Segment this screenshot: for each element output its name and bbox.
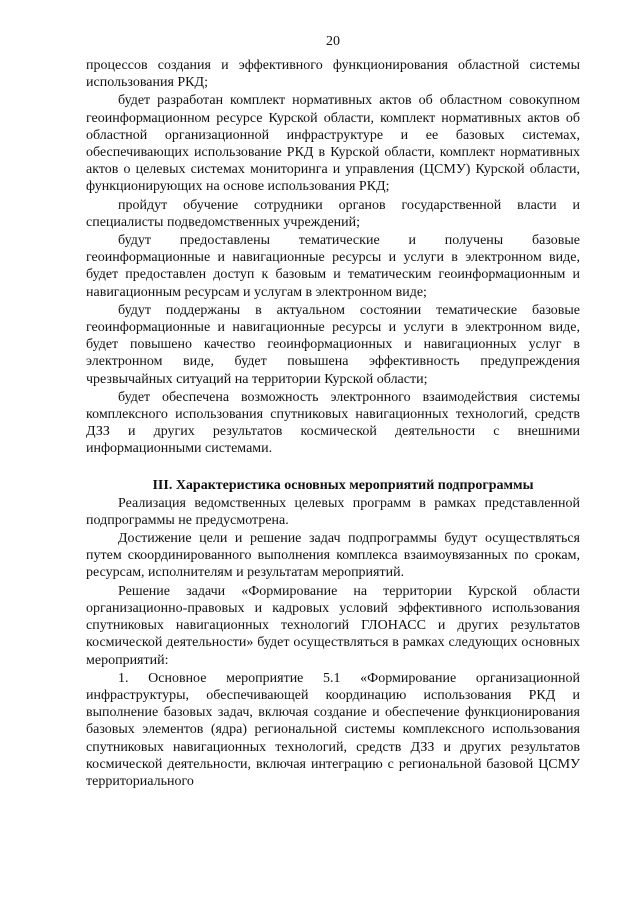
paragraph-goal-achievement: Достижение цели и решение задач подпрограммы будут осуществляться путем скоординированного выполнения комплекса взаимоувязанных по срокам, ресурсам, исполнителям и результатам мероприятий. bbox=[86, 531, 580, 581]
paragraph-departmental-programs: Реализация ведомственных целевых программ в рамках представленной подпрограммы не предусмотрена. bbox=[86, 495, 580, 528]
paragraph-training: пройдут обучение сотрудники органов государственной власти и специалисты подведомственных учреждений; bbox=[86, 197, 580, 230]
paragraph-electronic-interaction: будет обеспечена возможность электронного взаимодействия системы комплексного использования спутниковых навигационных технологий, средств ДЗЗ и других результатов космической деятельности с внешними информационными системами. bbox=[86, 389, 580, 457]
page-number: 20 bbox=[326, 34, 340, 49]
paragraph-resources-maintained: будут поддержаны в актуальном состоянии тематические базовые геоинформационные и навигационные ресурсы и услуги в электронном виде, будет повышено качество геоинформационных и навигационных услуг в электронном виде, будет повышена эффективность предупреждения чрезвычайных ситуаций на территории Курской области; bbox=[86, 302, 580, 387]
section-spacer bbox=[86, 459, 580, 463]
paragraph-normative-acts: будет разработан комплект нормативных актов об областном совокупном геоинформационном ресурсе Курской области, комплект нормативных актов об областной организационной инфраструктуре и ее базовых системах, обеспечивающих использование РКД в Курской области, комплект нормативных актов о целевых системах мониторинга и управления (ЦСМУ) Курской области, функционирующих на основе использования РКД; bbox=[86, 93, 580, 195]
section-heading: III. Характеристика основных мероприятий подпрограммы bbox=[152, 477, 534, 493]
paragraph-task-solution: Решение задачи «Формирование на территории Курской области организационно-правовых и кадровых условий эффективного использования спутниковых навигационных технологий ГЛОНАСС и других результатов космической деятельности» будет осуществляться в рамках следующих основных мероприятий: bbox=[86, 583, 580, 668]
paragraph-main-measure-5-1: 1. Основное мероприятие 5.1 «Формирование организационной инфраструктуры, обеспечивающей координацию использования РКД и выполнение базовых задач, включая создание и обеспечение функционирования базовых элементов (ядра) региональной системы комплексного использования спутниковых навигационных технологий, средств ДЗЗ и других результатов космической деятельности, включая интеграцию с региональной базовой ЦСМУ территориального bbox=[86, 670, 580, 789]
paragraph-resources-provided: будут предоставлены тематические и получены базовые геоинформационные и навигационные ресурсы и услуги в электронном виде, будет предоставлен доступ к базовым и тематическим геоинформационным и навигационным ресурсам и услугам в электронном виде; bbox=[86, 233, 580, 300]
paragraph-continuation: процессов создания и эффективного функционирования областной системы использования РКД; bbox=[86, 58, 580, 91]
document-page bbox=[86, 33, 580, 791]
